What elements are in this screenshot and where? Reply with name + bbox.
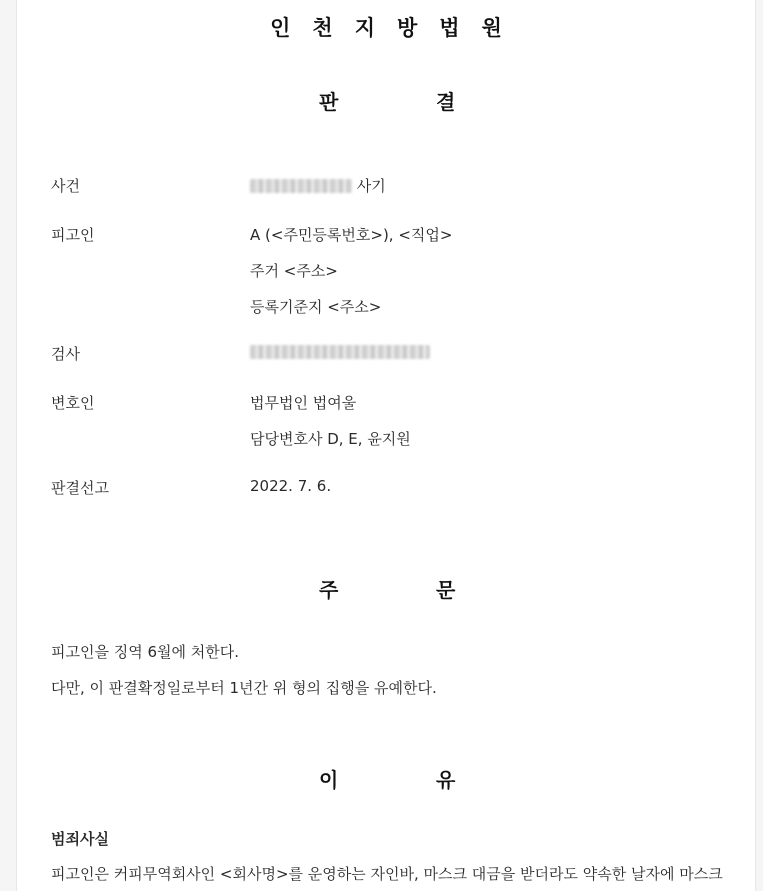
verdict-date-value: 2022. 7. 6. xyxy=(250,477,332,495)
counsel-line-1: 법무법인 법여울 xyxy=(250,394,357,412)
redacted-prosecutor-names xyxy=(250,345,430,359)
defendant-label: 피고인 xyxy=(51,226,95,244)
order-line-2: 다만, 이 판결확정일로부터 1년간 위 형의 집행을 유예한다. xyxy=(51,679,437,697)
crime-facts-text: 피고인은 커피무역회사인 <회사명>를 운영하는 자인바, 마스크 대금을 받더라도 약속한 날자에 마스크 xyxy=(51,865,723,883)
order-heading-char-2: 문 xyxy=(436,578,456,602)
verdict-date-label: 판결선고 xyxy=(51,479,109,497)
court-name: 인천지방법원 xyxy=(270,16,524,40)
case-label: 사건 xyxy=(51,177,80,195)
case-type: 사기 xyxy=(356,177,386,195)
case-value xyxy=(250,175,386,196)
judgment-document xyxy=(16,0,756,891)
defendant-line-1: A (<주민등록번호>), <직업> xyxy=(250,226,453,244)
redacted-case-number xyxy=(250,179,352,193)
crime-facts-subheading: 범죄사실 xyxy=(51,830,109,848)
prosecutor-label: 검사 xyxy=(51,345,80,363)
order-line-1: 피고인을 징역 6월에 처한다. xyxy=(51,643,240,661)
reason-heading-char-1: 이 xyxy=(319,768,339,792)
defendant-line-2: 주거 <주소> xyxy=(250,262,338,280)
order-heading-char-1: 주 xyxy=(319,578,339,602)
counsel-line-2: 담당변호사 D, E, 윤지원 xyxy=(250,430,411,448)
judgment-title-char-2: 결 xyxy=(436,90,456,114)
judgment-title-char-1: 판 xyxy=(319,90,339,114)
defendant-line-3: 등록기준지 <주소> xyxy=(250,298,382,316)
counsel-label: 변호인 xyxy=(51,394,95,412)
reason-heading-char-2: 유 xyxy=(436,768,456,792)
prosecutor-value xyxy=(250,343,430,361)
